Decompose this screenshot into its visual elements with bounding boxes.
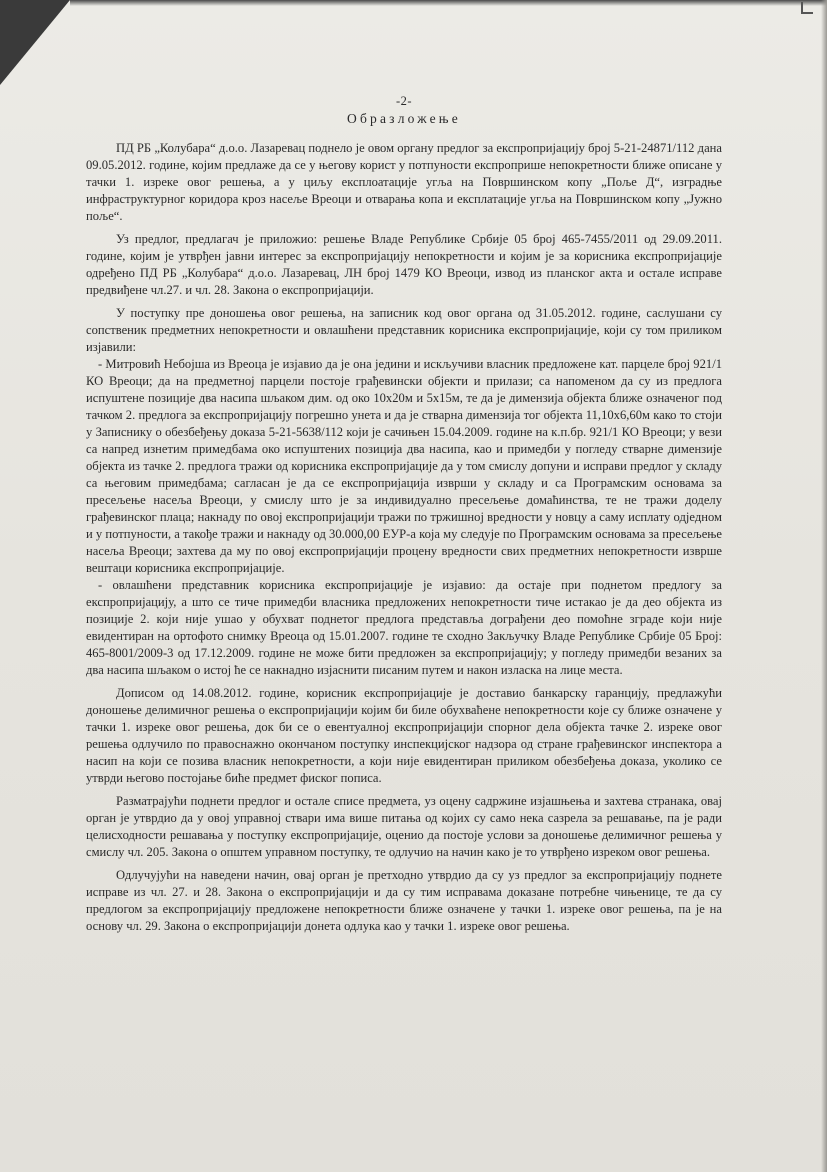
page-number: -2- <box>395 94 413 108</box>
paragraph-consideration: Разматрајући поднети предлог и остале списе предмета, уз оцену садржине изјашњења и захтева странака, овај орган је утврдио да у овој управној ствари има више питања од којих су само нека сазрела за решавање, па је ради целисходности решавања у поступку експропријације, оценио да постоје услови за доношење делимичног решења у смислу чл. 205. Закона о општем управном поступку, те одлучио на начин како је то утврђено изреком овог решења. <box>86 794 722 859</box>
scan-right-shadow <box>821 0 827 1172</box>
paragraph-attachments: Уз предлог, предлагач је приложио: решење Владе Републике Србије 05 број 465-7455/2011 од 29.09.2011. године, којим је утврђен јавни интерес за експропријацију непокретности и којим је за корисника експропријације одређено ПД РБ „Колубара“ д.о.о. Лазаревац, ЛН број 1479 КО Вреоци, извод из планског акта и остале исправе предвиђене чл.27. и чл. 28. Закона о експропријацији. <box>86 232 722 297</box>
paragraph-representative-statement: - овлашћени представник корисника експропријације је изјавио: да остаје при поднетом предлогу за експропријацију, а што се тиче примедби власника предложених непокретности тиче истакао је да део објекта из позиције 2. који није ушао у обухват поднетог предлога представља дограђени део помоћне зграде који није евидентиран на ортофото снимку Вреоца од 15.01.2007. године те сходно Закључку Владе Републике Србије 05 Број: 465-8001/2009-3 од 17.12.2009. године не може бити предложен за експропријацију; у погледу примедби везаних за два насипа шљаком о истој ће се накнадно изјаснити писаним путем и након изласка на лице места. <box>86 578 722 677</box>
document-body <box>86 94 722 935</box>
corner-mark <box>801 2 813 14</box>
document-heading: Образложење <box>347 111 461 126</box>
scan-top-shadow <box>70 0 827 6</box>
paragraph-owner-statement: - Митровић Небојша из Вреоца је изјавио да је она једини и искључиви власник предложене кат. парцеле број 921/1 КО Вреоци; да на предметној парцели постоје грађевински објекти и прилази; са напоменом да су из предлога испуштене позиције два насипа шљаком дим. од око 10х20м и 5х15м, те да је димензија објекта ближе означеног под тачком 2. предлога за експропријацију погрешно унета и да је стварна димензија тог објекта 11,10х6,60м како то стоји у Записнику о обезбеђењу доказа 5-21-5638/112 који је сачињен 15.04.2009. године на к.п.бр. 921/1 КО Вреоци; у вези са напред изнетим примедбама око испуштених позиција два насипа, као и примедби у погледу стварне димензије објекта из тачке 2. предлога тражи од корисника експропријације да у том смислу допуни и исправи предлог у складу са његовим примедбама; сагласан је да се експропријација изврши у складу и са Програмским основама за пресељење насеља Вреоци, у смислу што је за индивидуално пресељење домаћинства, те не тражи доделу грађевинског плаца; накнаду по овој експропријацији тражи по тржишној вредности у новцу а саму исплату одједном и у потпуности, а такође тражи и накнаду од 30.000,00 ЕУР-а која му следује по Програмским основама за пресељење насеља Вреоци; захтева да му по овој експропријацији процену вредности свих предметних непокретности изврше вештаци корисника експропријације. <box>86 357 722 575</box>
paragraph-bank-guarantee: Дописом од 14.08.2012. године, корисник експропријације је доставио банкарску гаранцију, предлажући доношење делимичног решења о експропријацији којим би биле обухваћене непокретности које су ближе означене у тачки 1. изреке овог решења, док би се о евентуалној експропријацији спорног дела објекта тачке 2. изреке овог решења одлучило по правоснажно окончаном поступку инспекцијског надзора од стране грађевинског инспектора а насип на који се позива власник непокретности, а који није евидентиран приликом обезбеђења доказа, уколико се утврди његово постојање биће предмет фиског пописа. <box>86 686 722 785</box>
paragraph-decision: Одлучујући на наведени начин, овај орган је претходно утврдио да су уз предлог за експропријацију поднете исправе из чл. 27. и 28. Закона о експропријацији и да су тим исправама доказане потребне чињенице, те да су предлогом за експропријацију предложене непокретности ближе означене у тачки 1. изреке овог решења, па је на основу чл. 29. Закона о експропријацији донета одлука као у тачки 1. изреке овог решења. <box>86 868 722 933</box>
paragraph-proposal: ПД РБ „Колубара“ д.о.о. Лазаревац поднело је овом органу предлог за експропријацију број 5-21-24871/112 дана 09.05.2012. године, којим предлаже да се у његову корист у потпуности експроприше непокретности ближе описане у тачки 1. изреке овог решења, а у циљу експлоатације угља на Површинском копу „Поље Д“, изградње инфраструктурног коридора кроз насеље Вреоци и отварања копа и експлатације угља на Површинском копу „Јужно поље“. <box>86 141 722 223</box>
paragraph-hearing: У поступку пре доношења овог решења, на записник код овог органа од 31.05.2012. године, саслушани су сопственик предметних непокретности и овлашћени представник корисника експропријације, који су том приликом изјавили: <box>86 306 722 354</box>
folded-corner <box>0 0 70 85</box>
